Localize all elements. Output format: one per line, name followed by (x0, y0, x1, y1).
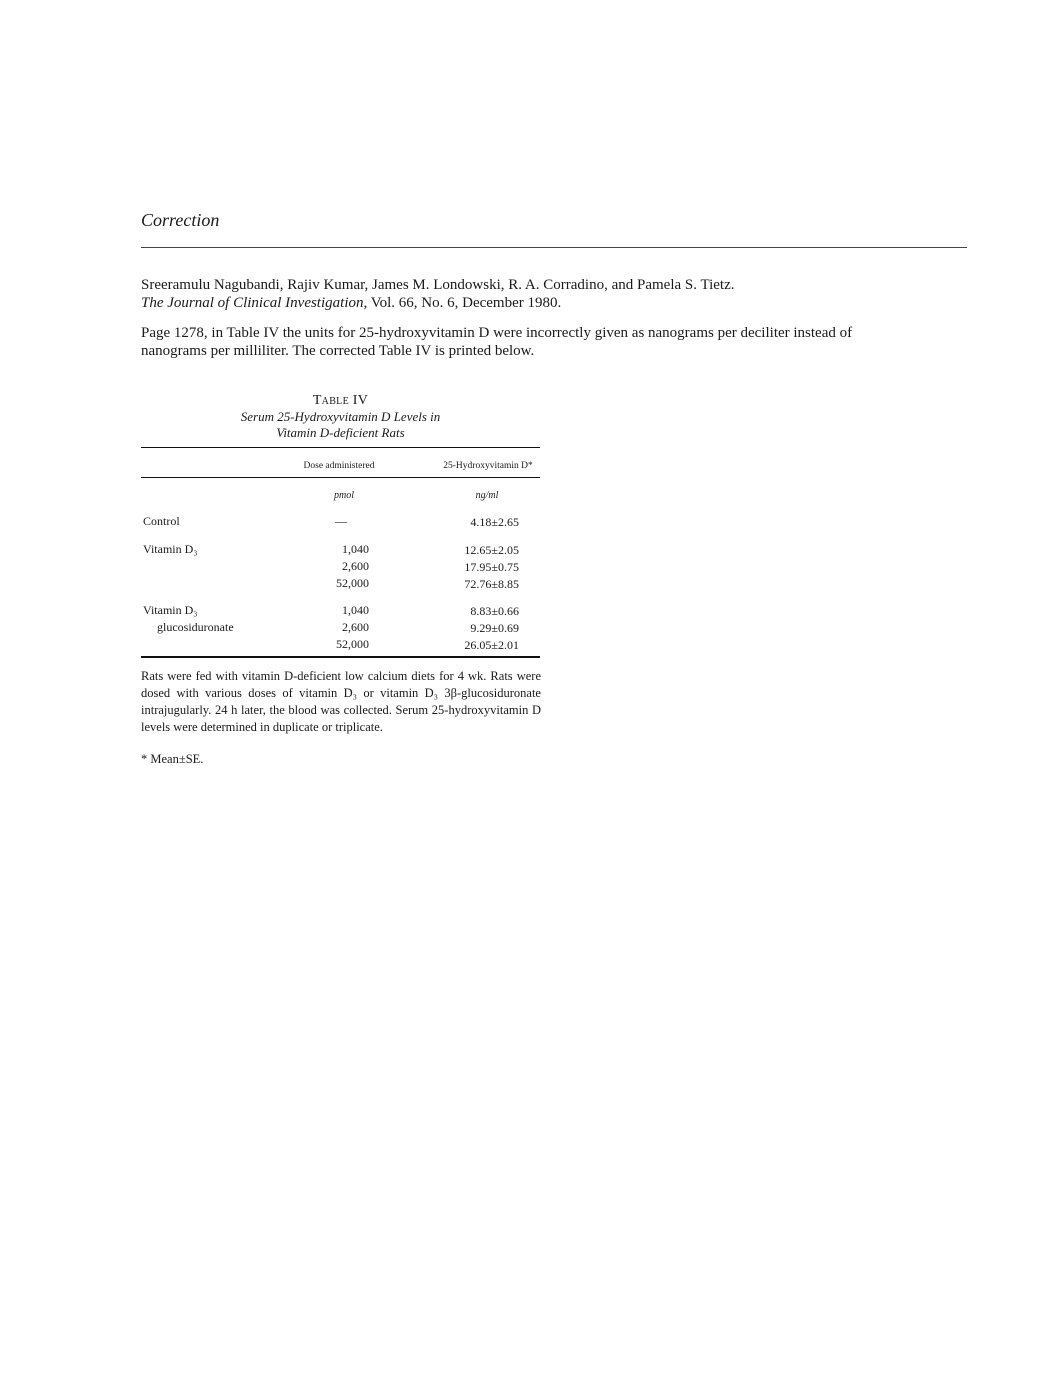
group-vitamin-d3: Vitamin D₃ (143, 542, 198, 556)
unit-dose: pmol (334, 490, 354, 501)
group-subtitle: glucosiduronate (157, 620, 234, 634)
value-cell: 26.05±2.01 (464, 638, 519, 652)
citation-details: Vol. 66, No. 6, December 1980. (370, 295, 562, 311)
correction-paragraph: Page 1278, in Table IV the units for 25-hydroxyvitamin D were incorrectly given as nanograms per deciliter instead of nanograms per milliliter. The corrected Table IV is printed below. (141, 325, 853, 359)
dose-cell: 1,040 (342, 603, 369, 617)
table-notes: Rats were fed with vitamin D-deficient low calcium diets for 4 wk. Rats were dosed with various doses of vitamin D₃ or vitamin D₃ 3β-glucosiduronate intrajugularly. 24 h later, the blood was collected. Serum 25-hydroxyvitamin D levels were determined in duplicate or triplicate. (141, 669, 541, 734)
group-control: Control (143, 514, 180, 528)
table-footnote: * Mean±SE. (141, 752, 204, 766)
header-25-hydroxyvitamin-d: 25-Hydroxyvitamin D* (443, 461, 533, 471)
value-cell: 8.83±0.66 (470, 604, 519, 618)
value-cell: 12.65±2.05 (464, 543, 519, 557)
section-title: Correction (141, 210, 220, 230)
dose-cell: 2,600 (342, 559, 369, 573)
dose-cell: 2,600 (342, 620, 369, 634)
value-cell: 17.95±0.75 (464, 560, 519, 574)
header-rule (141, 477, 540, 478)
citation (141, 294, 901, 312)
table-top-rule (141, 447, 540, 448)
group-vitamin-d3-glucosiduronate: Vitamin D₃ (143, 603, 198, 617)
unit-value: ng/ml (475, 490, 499, 501)
author-list: Sreeramulu Nagubandi, Rajiv Kumar, James M. Londowski, R. A. Corradino, and Pamela S. Tietz. (141, 277, 735, 293)
table-bottom-rule (141, 656, 540, 658)
table-caption-line-2: Vitamin D-deficient Rats (276, 425, 405, 440)
value-cell: 9.29±0.69 (470, 621, 519, 635)
table-block (141, 392, 540, 441)
dose-cell: 52,000 (336, 576, 369, 590)
header-dose: Dose administered (303, 461, 375, 471)
dose-cell: 1,040 (342, 542, 369, 556)
section-divider (141, 247, 967, 248)
value-cell: 72.76±8.85 (464, 577, 519, 591)
data-table (141, 446, 540, 661)
journal-name: The Journal of Clinical Investigation, (141, 295, 368, 311)
dose-cell: 52,000 (336, 637, 369, 651)
dose-cell: — (335, 514, 347, 528)
value-cell: 4.18±2.65 (470, 515, 519, 529)
table-label: Table IV (312, 393, 369, 408)
table-caption-line-1: Serum 25-Hydroxyvitamin D Levels in (240, 409, 441, 424)
